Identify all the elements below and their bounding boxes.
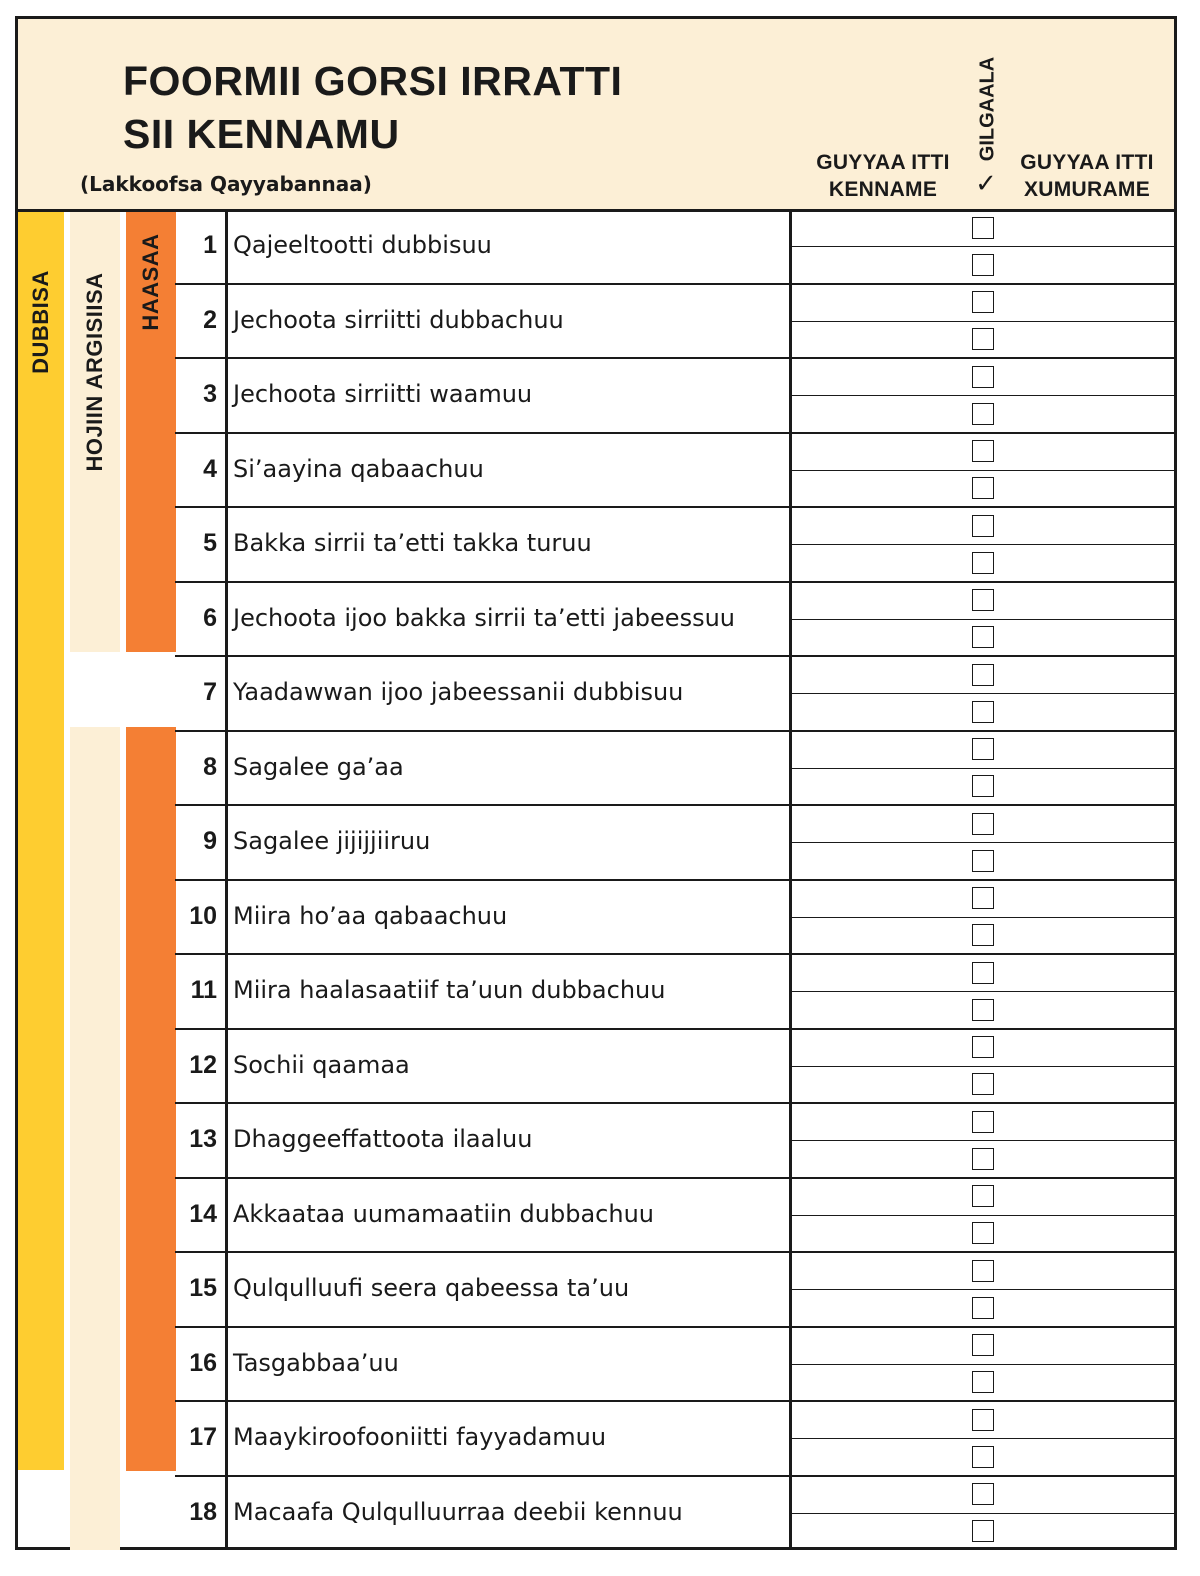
lesson-number: 10	[189, 901, 217, 930]
lesson-row	[175, 1252, 1174, 1327]
exercise-checkbox[interactable]	[972, 217, 994, 239]
lesson-number: 1	[203, 231, 217, 260]
lesson-row-divider	[791, 1066, 1174, 1067]
exercise-checkbox[interactable]	[972, 738, 994, 760]
lesson-row-divider	[791, 395, 1174, 396]
form-title	[123, 55, 622, 161]
lesson-title: Macaafa Qulqulluurraa deebii kennuu	[233, 1497, 683, 1526]
lesson-title: Maaykiroofooniitti fayyadamuu	[233, 1423, 607, 1452]
lesson-row-divider	[791, 544, 1174, 545]
lesson-row	[175, 582, 1174, 657]
exercise-checkbox[interactable]	[972, 1409, 994, 1431]
lesson-row	[175, 880, 1174, 955]
column-header-date-assigned: GUYYAA ITTI KENNAME	[816, 151, 950, 201]
lesson-number: 15	[189, 1274, 217, 1303]
lesson-title: Dhaggeeffattoota ilaaluu	[233, 1125, 533, 1154]
form-frame	[15, 16, 1177, 1550]
exercise-checkbox[interactable]	[972, 626, 994, 648]
exercise-checkbox[interactable]	[972, 589, 994, 611]
exercise-checkbox[interactable]	[972, 1111, 994, 1133]
lesson-row-divider	[791, 768, 1174, 769]
lesson-row	[175, 209, 1174, 284]
exercise-checkbox[interactable]	[972, 1073, 994, 1095]
category-bar-haasaa	[126, 212, 176, 652]
lesson-row-divider	[791, 321, 1174, 322]
lesson-row	[175, 284, 1174, 359]
lesson-row	[175, 1476, 1174, 1551]
lesson-row	[175, 805, 1174, 880]
lesson-number: 16	[189, 1348, 217, 1377]
exercise-checkbox[interactable]	[972, 1260, 994, 1282]
exercise-checkbox[interactable]	[972, 813, 994, 835]
exercise-checkbox[interactable]	[972, 1371, 994, 1393]
exercise-checkbox[interactable]	[972, 366, 994, 388]
exercise-checkbox[interactable]	[972, 701, 994, 723]
exercise-checkbox[interactable]	[972, 887, 994, 909]
lesson-title: Jechoota sirriitti waamuu	[233, 380, 533, 409]
lesson-row	[175, 656, 1174, 731]
lesson-title: Qulqulluufi seera qabeessa ta’uu	[233, 1274, 630, 1303]
category-bar-dubbisa	[18, 212, 64, 1470]
lesson-row	[175, 1401, 1174, 1476]
exercise-checkbox[interactable]	[972, 999, 994, 1021]
lesson-number: 13	[189, 1125, 217, 1154]
lesson-number: 3	[203, 380, 217, 409]
exercise-checkbox[interactable]	[972, 515, 994, 537]
category-bar-haasaa-lower	[126, 727, 176, 1471]
exercise-checkbox[interactable]	[972, 1036, 994, 1058]
lesson-title: Akkaataa uumamaatiin dubbachuu	[233, 1199, 654, 1228]
exercise-checkbox[interactable]	[972, 850, 994, 872]
lesson-row-divider	[791, 1513, 1174, 1514]
column-header-date-completed: GUYYAA ITTI XUMURAME	[1020, 151, 1154, 201]
category-bar-hojjin-argisiisa-lower	[70, 727, 120, 1550]
exercise-checkbox[interactable]	[972, 440, 994, 462]
title-line-1: FOORMII GORSI IRRATTI	[123, 58, 623, 104]
lesson-title: Qajeeltootti dubbisuu	[233, 231, 492, 260]
lesson-title: Bakka sirrii ta’etti takka turuu	[233, 529, 592, 558]
exercise-checkbox[interactable]	[972, 664, 994, 686]
lesson-title: Yaadawwan ijoo jabeessanii dubbisuu	[233, 678, 684, 707]
lesson-number: 4	[203, 454, 217, 483]
lesson-number: 5	[203, 529, 217, 558]
lesson-row	[175, 358, 1174, 433]
exercise-checkbox[interactable]	[972, 1148, 994, 1170]
lesson-title: Sochii qaamaa	[233, 1050, 410, 1079]
lesson-row	[175, 433, 1174, 508]
exercise-label: GILGAALA	[976, 56, 999, 162]
lesson-title: Sagalee jijijjiiruu	[233, 827, 431, 856]
lesson-row-divider	[791, 1289, 1174, 1290]
exercise-checkbox[interactable]	[972, 1334, 994, 1356]
exercise-checkbox[interactable]	[972, 328, 994, 350]
title-line-2: SII KENNAMU	[123, 111, 400, 157]
exercise-checkbox[interactable]	[972, 254, 994, 276]
lesson-number: 14	[189, 1199, 217, 1228]
lesson-number: 8	[203, 752, 217, 781]
form-subtitle: (Lakkoofsa Qayyabannaa)	[80, 172, 372, 196]
lesson-row-divider	[791, 693, 1174, 694]
category-bar-hojjin-argisiisa	[70, 212, 120, 652]
lesson-number: 17	[189, 1423, 217, 1452]
lesson-row-divider	[791, 917, 1174, 918]
exercise-checkbox[interactable]	[972, 1222, 994, 1244]
lesson-number: 11	[190, 976, 217, 1005]
exercise-checkbox[interactable]	[972, 1483, 994, 1505]
exercise-checkbox[interactable]	[972, 403, 994, 425]
lesson-title: Jechoota sirriitti dubbachuu	[233, 305, 564, 334]
exercise-checkbox[interactable]	[972, 1446, 994, 1468]
lesson-title: Miira haalasaatiif ta’uun dubbachuu	[233, 976, 666, 1005]
lesson-row-divider	[791, 470, 1174, 471]
exercise-checkbox[interactable]	[972, 775, 994, 797]
exercise-checkbox[interactable]	[972, 1185, 994, 1207]
lesson-number: 9	[203, 827, 217, 856]
exercise-checkbox[interactable]	[972, 924, 994, 946]
lesson-title: Tasgabbaa’uu	[233, 1348, 399, 1377]
exercise-checkbox[interactable]	[972, 291, 994, 313]
lesson-number: 12	[189, 1050, 217, 1079]
lesson-row-divider	[791, 991, 1174, 992]
lesson-title: Sagalee ga’aa	[233, 752, 404, 781]
lesson-row-divider	[791, 1140, 1174, 1141]
lesson-row	[175, 954, 1174, 1029]
lesson-row-divider	[791, 246, 1174, 247]
checkmark-icon: ✓	[975, 169, 997, 199]
lesson-row-divider	[791, 1215, 1174, 1216]
lesson-number: 7	[203, 678, 217, 707]
lesson-title: Si’aayina qabaachuu	[233, 454, 484, 483]
category-label-hojjin-argisiisa: HOJIIN ARGISIISA	[82, 272, 107, 472]
lesson-row-divider	[791, 842, 1174, 843]
lesson-number: 2	[203, 305, 217, 334]
lesson-row	[175, 1103, 1174, 1178]
exercise-checkbox[interactable]	[972, 1520, 994, 1542]
lesson-title: Miira ho’aa qabaachuu	[233, 901, 508, 930]
exercise-checkbox[interactable]	[972, 1297, 994, 1319]
lesson-title: Jechoota ijoo bakka sirrii ta’etti jabeessuu	[233, 603, 735, 632]
exercise-checkbox[interactable]	[972, 552, 994, 574]
lesson-number: 18	[189, 1497, 217, 1526]
exercise-checkbox[interactable]	[972, 477, 994, 499]
lesson-row	[175, 731, 1174, 806]
lesson-row	[175, 1178, 1174, 1253]
form-header	[18, 19, 1174, 212]
lesson-number: 6	[203, 603, 217, 632]
lesson-row-divider	[791, 1438, 1174, 1439]
exercise-checkbox[interactable]	[972, 962, 994, 984]
category-label-dubbisa: DUBBISA	[28, 270, 53, 374]
lesson-row	[175, 507, 1174, 582]
lesson-row	[175, 1327, 1174, 1402]
lesson-row-divider	[791, 1364, 1174, 1365]
category-label-haasaa: HAASAA	[138, 233, 163, 331]
lesson-row-divider	[791, 619, 1174, 620]
lesson-row	[175, 1029, 1174, 1104]
